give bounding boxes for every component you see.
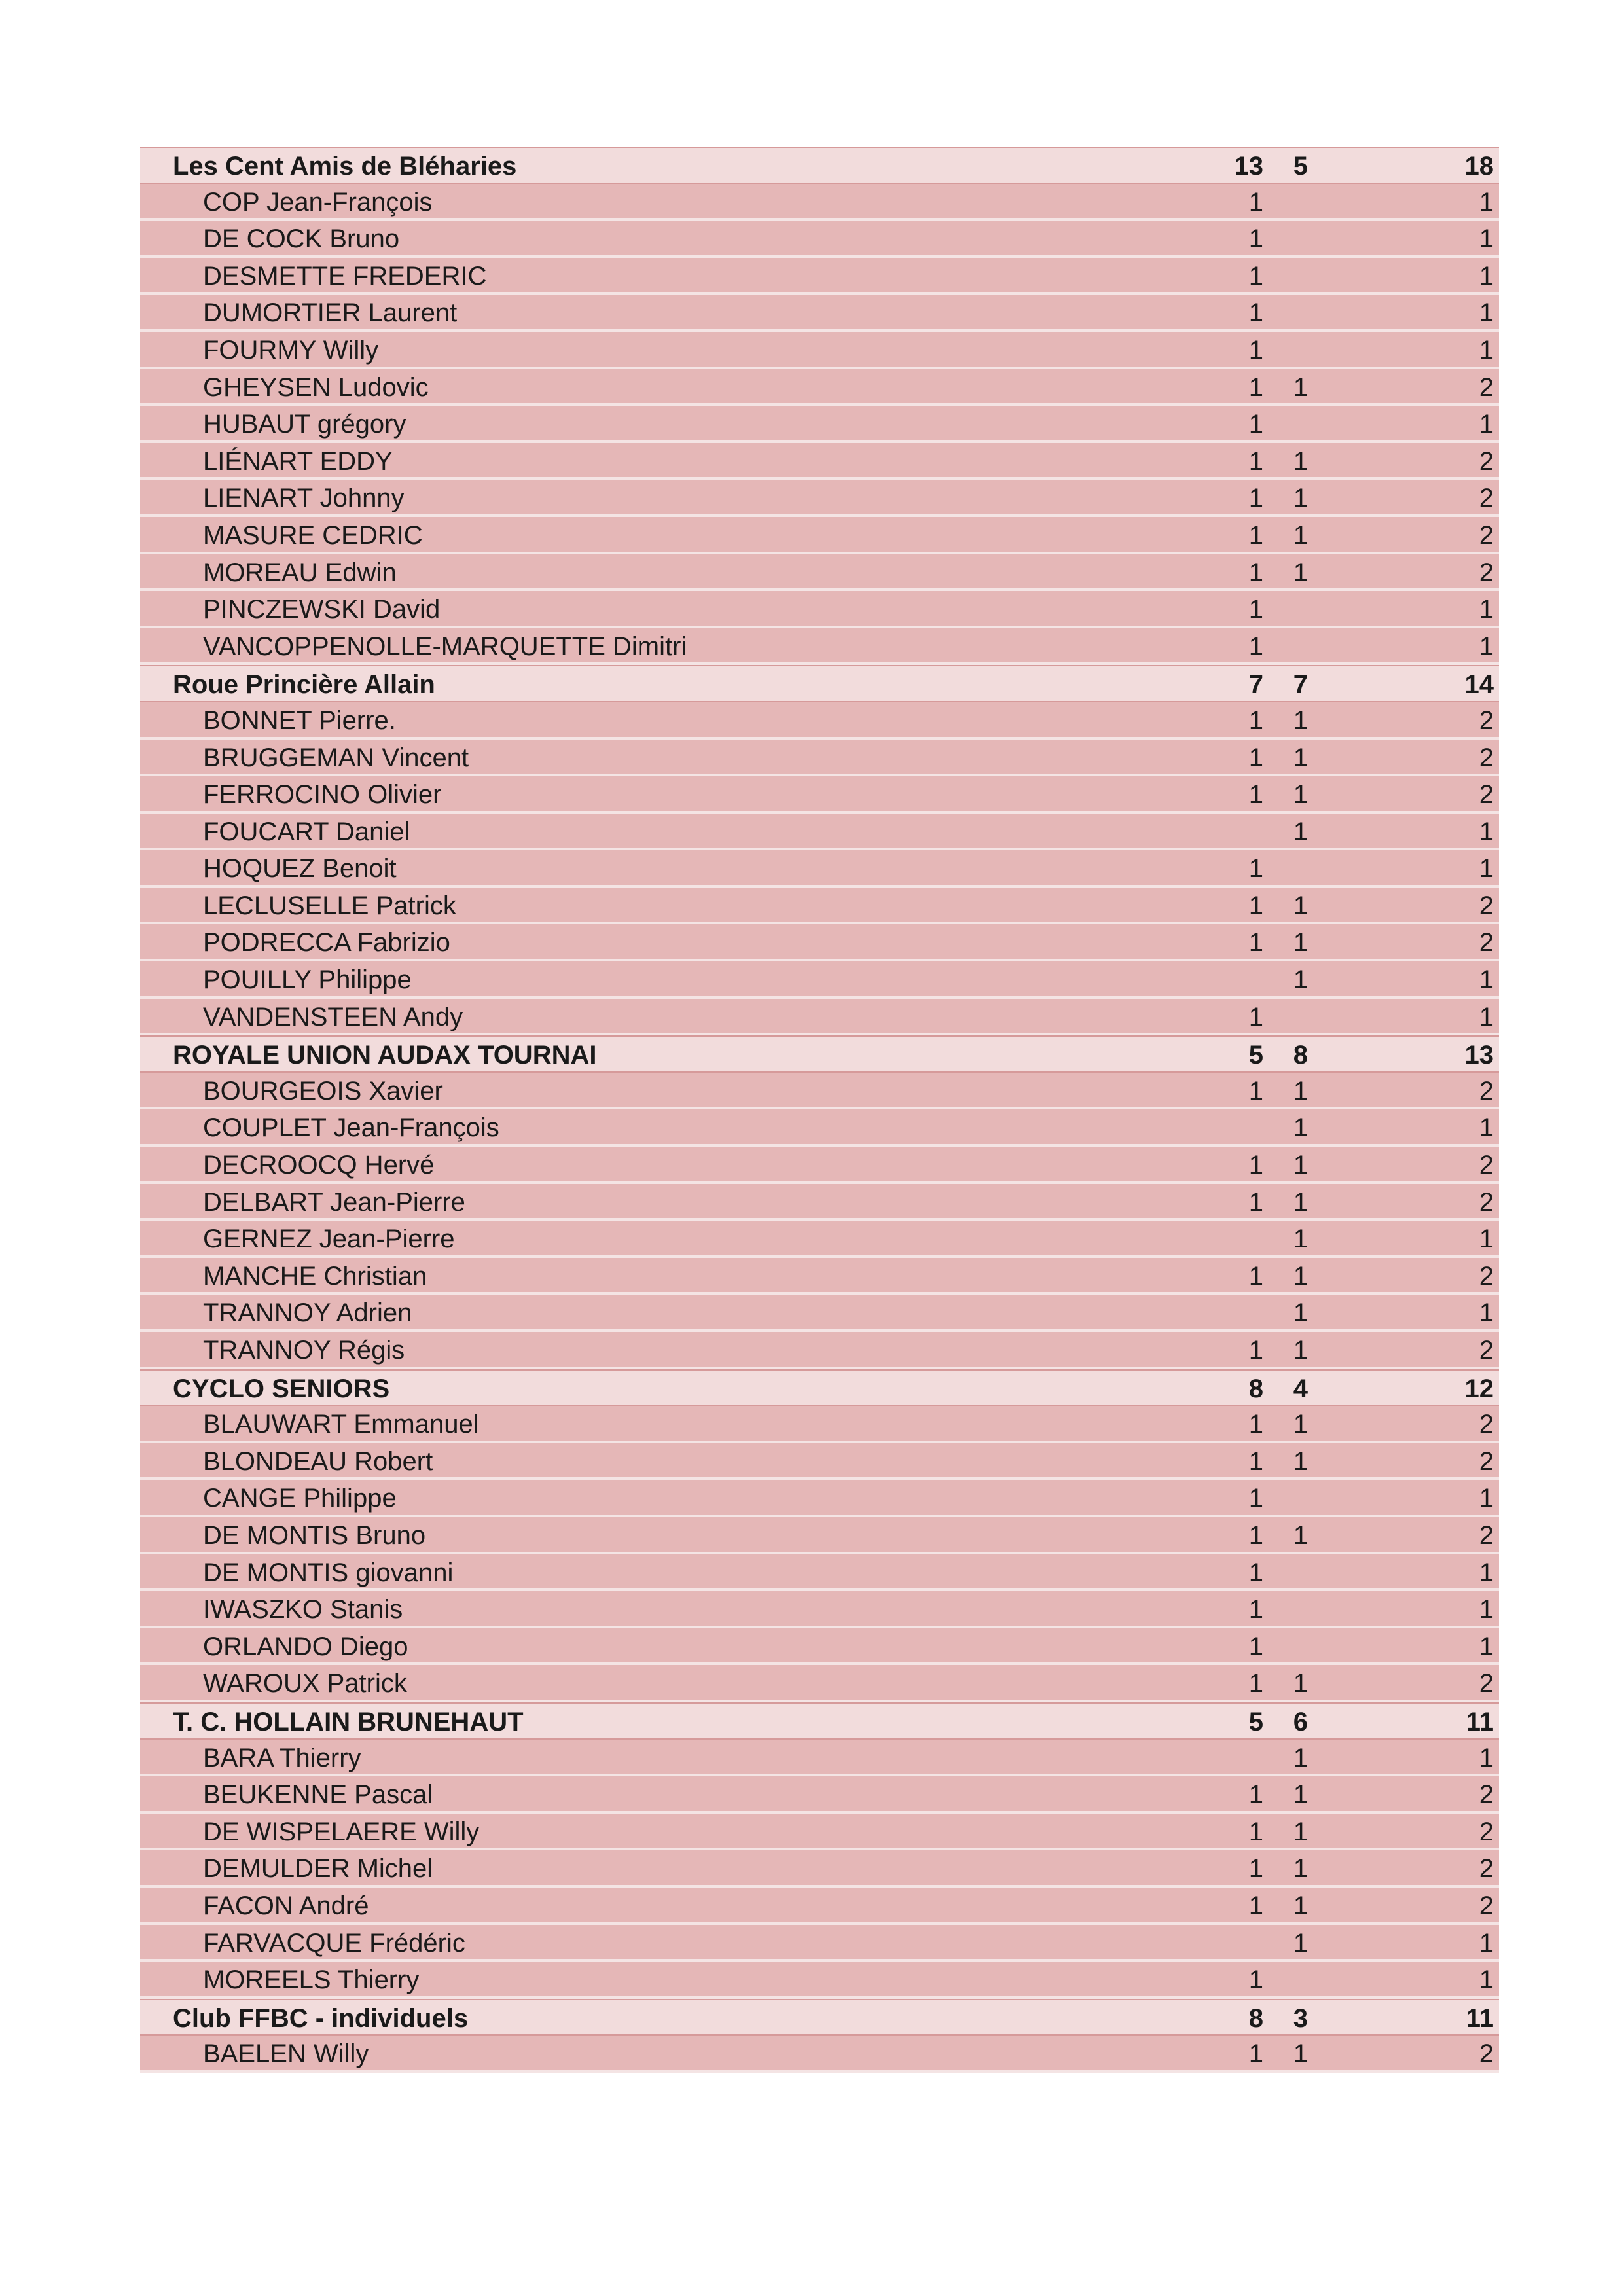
member-row bbox=[140, 924, 1499, 961]
member-name: FOURMY Willy bbox=[203, 335, 379, 365]
member-total: 2 bbox=[1479, 520, 1494, 550]
club-row bbox=[140, 1999, 1499, 2036]
club-count-1: 5 bbox=[1248, 1041, 1263, 1070]
member-count-2: 1 bbox=[1293, 1446, 1308, 1476]
member-row bbox=[140, 1295, 1499, 1332]
member-name: BOURGEOIS Xavier bbox=[203, 1076, 443, 1105]
member-row bbox=[140, 1332, 1499, 1369]
member-count-1: 1 bbox=[1248, 2039, 1263, 2069]
member-name: FERROCINO Olivier bbox=[203, 780, 442, 810]
club-total: 18 bbox=[1464, 152, 1494, 181]
member-row bbox=[140, 1221, 1499, 1258]
member-total: 1 bbox=[1479, 965, 1494, 995]
member-total: 2 bbox=[1479, 1780, 1494, 1810]
member-count-2: 1 bbox=[1293, 1113, 1308, 1143]
member-row bbox=[140, 1740, 1499, 1777]
member-row bbox=[140, 554, 1499, 592]
member-name: DELBART Jean-Pierre bbox=[203, 1187, 465, 1217]
member-name: DE COCK Bruno bbox=[203, 224, 400, 254]
member-name: VANCOPPENOLLE-MARQUETTE Dimitri bbox=[203, 632, 687, 661]
member-count-2: 1 bbox=[1293, 1669, 1308, 1698]
member-row bbox=[140, 1888, 1499, 1925]
member-name: BEUKENNE Pascal bbox=[203, 1780, 433, 1810]
member-row bbox=[140, 295, 1499, 332]
member-total: 2 bbox=[1479, 780, 1494, 810]
member-total: 2 bbox=[1479, 1669, 1494, 1698]
member-name: HOQUEZ Benoit bbox=[203, 854, 397, 884]
member-total: 2 bbox=[1479, 446, 1494, 476]
member-count-2: 1 bbox=[1293, 1299, 1308, 1328]
member-count-1: 1 bbox=[1248, 1261, 1263, 1291]
member-name: BLAUWART Emmanuel bbox=[203, 1410, 479, 1439]
member-total: 1 bbox=[1479, 1299, 1494, 1328]
member-row bbox=[140, 814, 1499, 851]
club-name: Les Cent Amis de Bléharies bbox=[173, 152, 517, 181]
member-count-1: 1 bbox=[1248, 298, 1263, 328]
club-row bbox=[140, 1702, 1499, 1740]
club-count-1: 13 bbox=[1234, 152, 1263, 181]
member-name: MOREELS Thierry bbox=[203, 1965, 420, 1995]
member-count-1: 1 bbox=[1248, 558, 1263, 587]
member-name: WAROUX Patrick bbox=[203, 1669, 407, 1698]
member-count-2: 1 bbox=[1293, 1151, 1308, 1180]
member-row bbox=[140, 850, 1499, 888]
member-total: 1 bbox=[1479, 1965, 1494, 1995]
member-total: 1 bbox=[1479, 1002, 1494, 1031]
member-row bbox=[140, 1665, 1499, 1702]
member-total: 1 bbox=[1479, 187, 1494, 217]
member-count-1: 1 bbox=[1248, 335, 1263, 365]
club-total: 12 bbox=[1464, 1374, 1494, 1403]
member-count-2: 1 bbox=[1293, 891, 1308, 920]
member-count-1: 1 bbox=[1248, 224, 1263, 254]
member-total: 2 bbox=[1479, 891, 1494, 920]
member-name: BARA Thierry bbox=[203, 1743, 361, 1772]
member-row bbox=[140, 1591, 1499, 1628]
member-count-1: 1 bbox=[1248, 261, 1263, 291]
member-row bbox=[140, 591, 1499, 628]
member-total: 1 bbox=[1479, 1632, 1494, 1661]
member-total: 1 bbox=[1479, 224, 1494, 254]
member-row bbox=[140, 2036, 1499, 2073]
member-count-2: 1 bbox=[1293, 743, 1308, 772]
member-count-1: 1 bbox=[1248, 1076, 1263, 1105]
member-name: BLONDEAU Robert bbox=[203, 1446, 433, 1476]
member-total: 1 bbox=[1479, 1743, 1494, 1772]
member-count-1: 1 bbox=[1248, 632, 1263, 661]
member-count-2: 1 bbox=[1293, 1410, 1308, 1439]
member-count-1: 1 bbox=[1248, 1780, 1263, 1810]
member-name: PINCZEWSKI David bbox=[203, 595, 441, 624]
club-row bbox=[140, 1369, 1499, 1407]
member-name: DUMORTIER Laurent bbox=[203, 298, 458, 328]
member-row bbox=[140, 999, 1499, 1036]
member-count-2: 1 bbox=[1293, 780, 1308, 810]
member-total: 1 bbox=[1479, 1595, 1494, 1624]
member-total: 2 bbox=[1479, 1261, 1494, 1291]
member-name: TRANNOY Adrien bbox=[203, 1299, 412, 1328]
member-count-1: 1 bbox=[1248, 1002, 1263, 1031]
club-name: T. C. HOLLAIN BRUNEHAUT bbox=[173, 1707, 524, 1736]
member-row bbox=[140, 1443, 1499, 1480]
member-row bbox=[140, 1628, 1499, 1666]
member-total: 2 bbox=[1479, 1151, 1494, 1180]
member-row bbox=[140, 1814, 1499, 1851]
member-total: 1 bbox=[1479, 335, 1494, 365]
member-count-2: 1 bbox=[1293, 1854, 1308, 1884]
member-row bbox=[140, 961, 1499, 999]
member-name: POUILLY Philippe bbox=[203, 965, 412, 995]
member-count-2: 1 bbox=[1293, 1743, 1308, 1772]
club-count-1: 5 bbox=[1248, 1707, 1263, 1736]
member-name: DE MONTIS giovanni bbox=[203, 1558, 454, 1587]
member-name: LIÉNART EDDY bbox=[203, 446, 393, 476]
member-row bbox=[140, 406, 1499, 443]
member-row bbox=[140, 1517, 1499, 1554]
member-row bbox=[140, 702, 1499, 740]
club-count-2: 4 bbox=[1293, 1374, 1308, 1403]
member-name: COP Jean-François bbox=[203, 187, 433, 217]
club-name: ROYALE UNION AUDAX TOURNAI bbox=[173, 1041, 597, 1070]
member-count-2: 1 bbox=[1293, 520, 1308, 550]
member-total: 2 bbox=[1479, 1891, 1494, 1920]
member-name: GERNEZ Jean-Pierre bbox=[203, 1225, 455, 1254]
member-count-1: 1 bbox=[1248, 1446, 1263, 1476]
member-count-1: 1 bbox=[1248, 1669, 1263, 1698]
member-row bbox=[140, 740, 1499, 777]
member-row bbox=[140, 369, 1499, 406]
member-count-2: 1 bbox=[1293, 484, 1308, 513]
member-total: 2 bbox=[1479, 1817, 1494, 1846]
member-count-1: 1 bbox=[1248, 1558, 1263, 1587]
member-count-2: 1 bbox=[1293, 1928, 1308, 1958]
club-count-2: 5 bbox=[1293, 152, 1308, 181]
member-name: COUPLET Jean-François bbox=[203, 1113, 499, 1143]
member-total: 2 bbox=[1479, 1410, 1494, 1439]
member-count-1: 1 bbox=[1248, 1891, 1263, 1920]
member-count-2: 1 bbox=[1293, 1261, 1308, 1291]
member-row bbox=[140, 443, 1499, 480]
member-count-1: 1 bbox=[1248, 1151, 1263, 1180]
member-row bbox=[140, 1480, 1499, 1517]
member-name: PODRECCA Fabrizio bbox=[203, 928, 450, 958]
member-name: BAELEN Willy bbox=[203, 2039, 369, 2069]
member-count-1: 1 bbox=[1248, 446, 1263, 476]
member-count-1: 1 bbox=[1248, 372, 1263, 402]
results-table bbox=[140, 147, 1499, 2073]
club-row bbox=[140, 1035, 1499, 1073]
member-name: MANCHE Christian bbox=[203, 1261, 427, 1291]
member-row bbox=[140, 1554, 1499, 1592]
member-name: LIENART Johnny bbox=[203, 484, 405, 513]
member-count-2: 1 bbox=[1293, 558, 1308, 587]
member-name: TRANNOY Régis bbox=[203, 1336, 405, 1365]
club-total: 13 bbox=[1464, 1041, 1494, 1070]
member-total: 1 bbox=[1479, 410, 1494, 439]
member-count-1: 1 bbox=[1248, 891, 1263, 920]
member-name: IWASZKO Stanis bbox=[203, 1595, 403, 1624]
member-count-2: 1 bbox=[1293, 446, 1308, 476]
member-count-1: 1 bbox=[1248, 484, 1263, 513]
member-name: FARVACQUE Frédéric bbox=[203, 1928, 465, 1958]
member-name: CANGE Philippe bbox=[203, 1484, 397, 1513]
member-row bbox=[140, 332, 1499, 369]
member-total: 1 bbox=[1479, 632, 1494, 661]
member-row bbox=[140, 776, 1499, 814]
club-total: 11 bbox=[1466, 2003, 1494, 2033]
member-total: 1 bbox=[1479, 1558, 1494, 1587]
club-count-1: 7 bbox=[1248, 670, 1263, 700]
member-total: 2 bbox=[1479, 1520, 1494, 1550]
member-row bbox=[140, 221, 1499, 258]
member-total: 1 bbox=[1479, 817, 1494, 846]
member-total: 1 bbox=[1479, 854, 1494, 884]
member-count-1: 1 bbox=[1248, 187, 1263, 217]
member-total: 1 bbox=[1479, 1113, 1494, 1143]
member-count-2: 1 bbox=[1293, 817, 1308, 846]
member-total: 2 bbox=[1479, 928, 1494, 958]
member-row bbox=[140, 1925, 1499, 1962]
member-total: 2 bbox=[1479, 706, 1494, 735]
member-name: BONNET Pierre. bbox=[203, 706, 396, 735]
member-total: 1 bbox=[1479, 1928, 1494, 1958]
member-count-1: 1 bbox=[1248, 780, 1263, 810]
member-total: 1 bbox=[1479, 1225, 1494, 1254]
member-count-1: 1 bbox=[1248, 520, 1263, 550]
member-total: 2 bbox=[1479, 1336, 1494, 1365]
member-name: DESMETTE FREDERIC bbox=[203, 261, 487, 291]
member-row bbox=[140, 258, 1499, 295]
member-total: 2 bbox=[1479, 743, 1494, 772]
member-count-2: 1 bbox=[1293, 928, 1308, 958]
member-row bbox=[140, 1776, 1499, 1814]
member-row bbox=[140, 1850, 1499, 1888]
club-name: Club FFBC - individuels bbox=[173, 2003, 469, 2033]
member-row bbox=[140, 480, 1499, 517]
member-name: HUBAUT grégory bbox=[203, 410, 406, 439]
member-count-1: 1 bbox=[1248, 1336, 1263, 1365]
member-count-1: 1 bbox=[1248, 1484, 1263, 1513]
member-name: DECROOCQ Hervé bbox=[203, 1151, 435, 1180]
member-count-1: 1 bbox=[1248, 595, 1263, 624]
member-count-2: 1 bbox=[1293, 1891, 1308, 1920]
member-count-2: 1 bbox=[1293, 706, 1308, 735]
member-row bbox=[140, 517, 1499, 554]
member-row bbox=[140, 184, 1499, 221]
member-name: GHEYSEN Ludovic bbox=[203, 372, 429, 402]
club-total: 11 bbox=[1466, 1707, 1494, 1736]
member-row bbox=[140, 1406, 1499, 1443]
member-total: 2 bbox=[1479, 372, 1494, 402]
member-row bbox=[140, 628, 1499, 666]
member-count-2: 1 bbox=[1293, 1187, 1308, 1217]
member-count-1: 1 bbox=[1248, 706, 1263, 735]
member-total: 2 bbox=[1479, 1446, 1494, 1476]
member-total: 1 bbox=[1479, 595, 1494, 624]
member-row bbox=[140, 1109, 1499, 1147]
member-total: 2 bbox=[1479, 484, 1494, 513]
club-count-2: 7 bbox=[1293, 670, 1308, 700]
member-total: 2 bbox=[1479, 1854, 1494, 1884]
member-count-2: 1 bbox=[1293, 372, 1308, 402]
member-total: 2 bbox=[1479, 558, 1494, 587]
club-total: 14 bbox=[1464, 670, 1494, 700]
member-name: MASURE CEDRIC bbox=[203, 520, 423, 550]
member-count-1: 1 bbox=[1248, 854, 1263, 884]
member-row bbox=[140, 1073, 1499, 1110]
member-row bbox=[140, 888, 1499, 925]
member-name: MOREAU Edwin bbox=[203, 558, 397, 587]
member-name: FACON André bbox=[203, 1891, 369, 1920]
member-count-2: 1 bbox=[1293, 2039, 1308, 2069]
member-total: 1 bbox=[1479, 1484, 1494, 1513]
member-row bbox=[140, 1258, 1499, 1295]
member-count-1: 1 bbox=[1248, 1965, 1263, 1995]
member-count-2: 1 bbox=[1293, 1076, 1308, 1105]
club-count-1: 8 bbox=[1248, 1374, 1263, 1403]
member-name: DE WISPELAERE Willy bbox=[203, 1817, 480, 1846]
club-count-1: 8 bbox=[1248, 2003, 1263, 2033]
member-total: 2 bbox=[1479, 1076, 1494, 1105]
club-count-2: 8 bbox=[1293, 1041, 1308, 1070]
member-count-2: 1 bbox=[1293, 1780, 1308, 1810]
member-count-1: 1 bbox=[1248, 1817, 1263, 1846]
member-total: 2 bbox=[1479, 2039, 1494, 2069]
club-name: CYCLO SENIORS bbox=[173, 1374, 390, 1403]
member-row bbox=[140, 1147, 1499, 1184]
member-name: DE MONTIS Bruno bbox=[203, 1520, 426, 1550]
club-row bbox=[140, 665, 1499, 702]
member-count-2: 1 bbox=[1293, 1336, 1308, 1365]
member-count-2: 1 bbox=[1293, 1817, 1308, 1846]
member-name: VANDENSTEEN Andy bbox=[203, 1002, 463, 1031]
member-total: 1 bbox=[1479, 261, 1494, 291]
club-count-2: 3 bbox=[1293, 2003, 1308, 2033]
member-count-1: 1 bbox=[1248, 1854, 1263, 1884]
member-total: 1 bbox=[1479, 298, 1494, 328]
member-count-1: 1 bbox=[1248, 743, 1263, 772]
member-row bbox=[140, 1184, 1499, 1221]
member-name: FOUCART Daniel bbox=[203, 817, 410, 846]
member-count-2: 1 bbox=[1293, 965, 1308, 995]
member-count-1: 1 bbox=[1248, 928, 1263, 958]
member-name: LECLUSELLE Patrick bbox=[203, 891, 456, 920]
member-name: ORLANDO Diego bbox=[203, 1632, 408, 1661]
member-count-2: 1 bbox=[1293, 1520, 1308, 1550]
member-count-1: 1 bbox=[1248, 410, 1263, 439]
club-row bbox=[140, 147, 1499, 184]
member-count-1: 1 bbox=[1248, 1632, 1263, 1661]
member-count-1: 1 bbox=[1248, 1595, 1263, 1624]
club-name: Roue Princière Allain bbox=[173, 670, 435, 700]
member-row bbox=[140, 1962, 1499, 1999]
member-total: 2 bbox=[1479, 1187, 1494, 1217]
member-count-1: 1 bbox=[1248, 1520, 1263, 1550]
member-count-1: 1 bbox=[1248, 1187, 1263, 1217]
club-count-2: 6 bbox=[1293, 1707, 1308, 1736]
member-name: DEMULDER Michel bbox=[203, 1854, 433, 1884]
member-name: BRUGGEMAN Vincent bbox=[203, 743, 469, 772]
member-count-2: 1 bbox=[1293, 1225, 1308, 1254]
member-count-1: 1 bbox=[1248, 1410, 1263, 1439]
